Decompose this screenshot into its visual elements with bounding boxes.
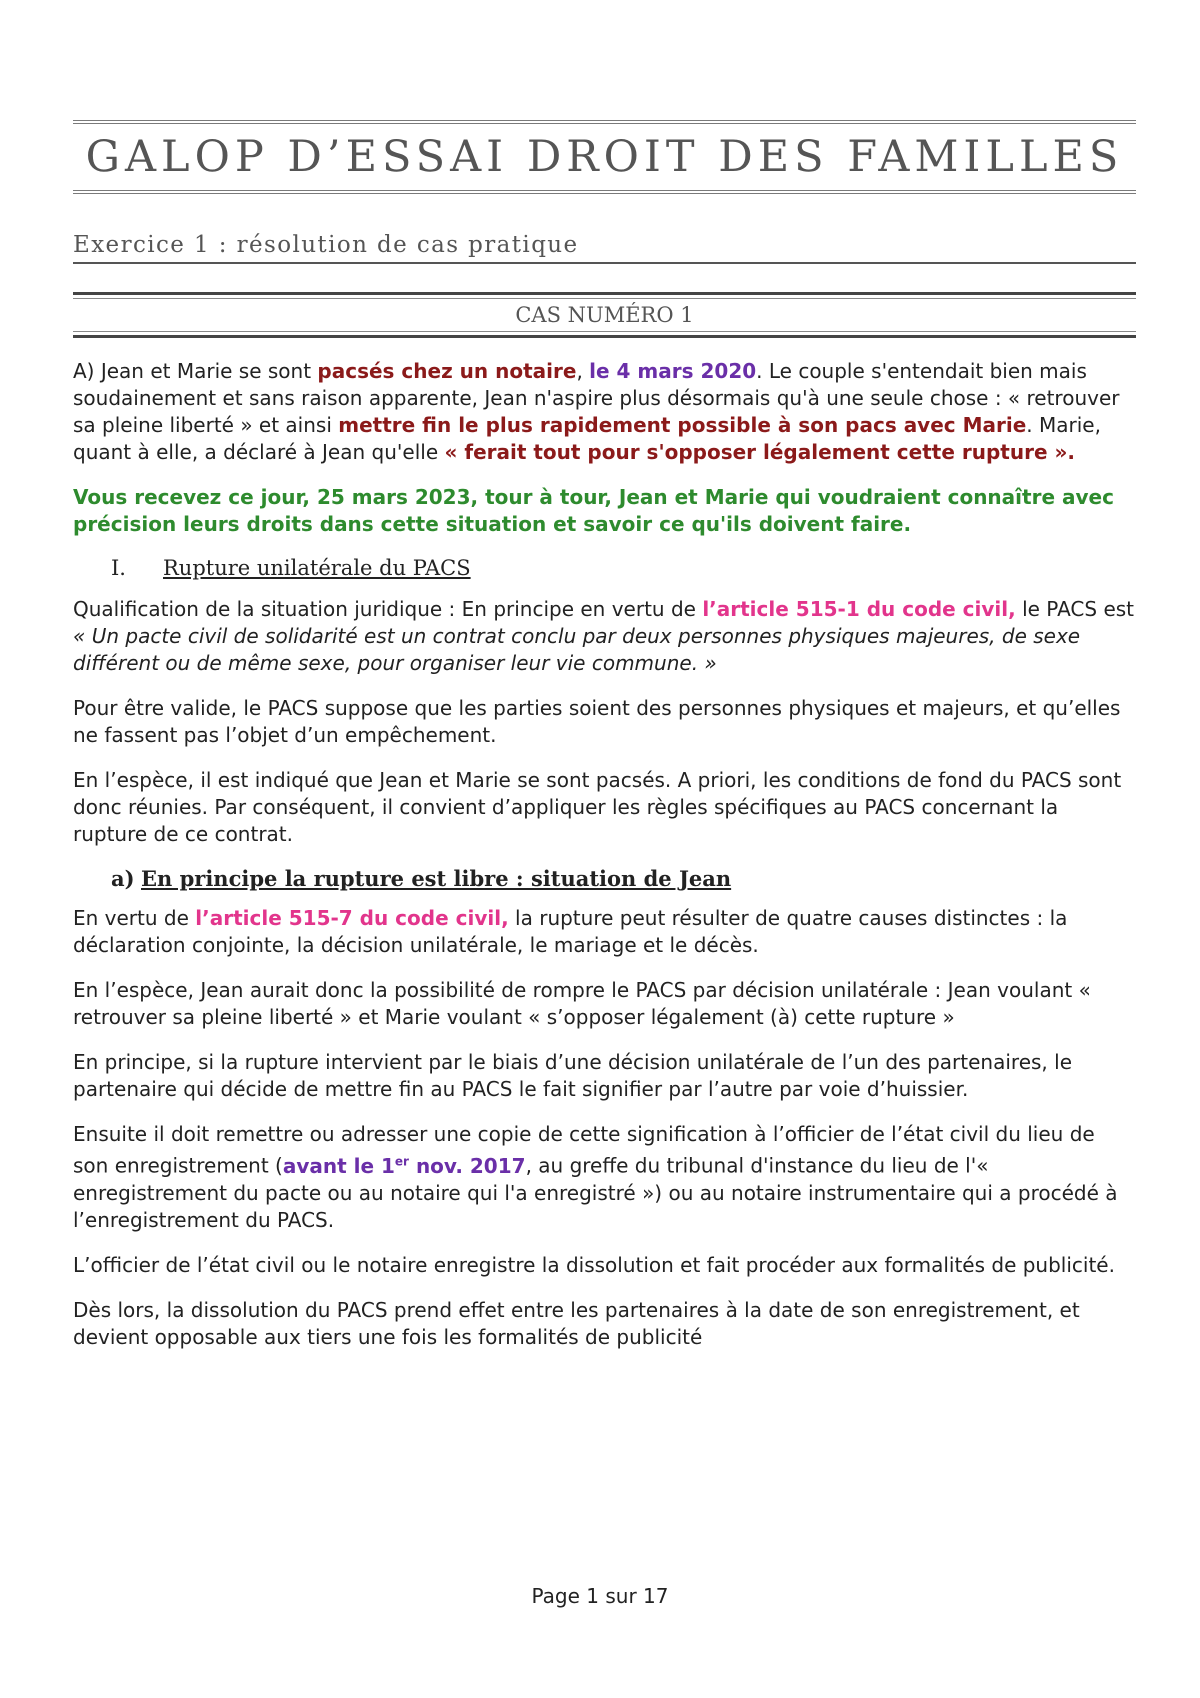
paragraph-deslors: Dès lors, la dissolution du PACS prend effet entre les partenaires à la date de son enregistrement, et devient opposable aux tiers une fois les formalités de publicité (73, 1297, 1080, 1349)
highlight-nov-2017: avant le 1er nov. 2017 (282, 1153, 526, 1178)
paragraph-espece-2: En l’espèce, Jean aurait donc la possibilité de rompre le PACS par décision unilatérale : Jean voulant « retrouver sa pleine liberté » et Marie voulant « s’opposer légalement (à) cette rupture » (73, 978, 1091, 1029)
case-rule-top (73, 292, 1136, 299)
title-rule-top (73, 120, 1136, 124)
article-quote: « Un pacte civil de solidarité est un contrat conclu par deux personnes physiques majeures, de sexe différent ou de même sexe, pour organiser leur vie commune. » (73, 624, 1081, 675)
paragraph-question: Vous recevez ce jour, 25 mars 2023, tour à tour, Jean et Marie qui voudraient connaître avec précision leurs droits dans cette situation et savoir ce qu'ils doivent faire. (73, 485, 1114, 536)
document-page (73, 120, 1136, 1369)
paragraph-principe: En principe, si la rupture intervient par le biais d’une décision unilatérale de l’un des partenaires, le partenaire qui décide de mettre fin au PACS le fait signifier par l’autre par voie d’huissier. (73, 1050, 1072, 1101)
section-heading-a: a) En principe la rupture est libre : situation de Jean (111, 866, 732, 891)
highlight-mettre-fin: mettre fin le plus rapidement possible à son pacs avec Marie (338, 413, 1027, 437)
exercise-heading: Exercice 1 : résolution de cas pratique (73, 232, 1136, 264)
case-rule-bottom (73, 331, 1136, 338)
paragraph-espece-1: En l’espèce, il est indiqué que Jean et Marie se sont pacsés. A priori, les conditions de fond du PACS sont donc réunies. Par conséquent, il convient d’appliquer les règles spécifiques au PACS concernant la rupture de ce contrat. (73, 768, 1122, 846)
paragraph-ensuite: Ensuite il doit remettre ou adresser une copie de cette signification à l’officier de l’état civil du lieu de son enregistrement (avant le 1er nov. 2017, au greffe du tribunal d'instance du lieu de l'« enregistrement du pacte ou au notaire qui l'a enregistré ») ou au notaire instrumentaire qui a procédé à l’enregistrement du PACS. (73, 1122, 1118, 1232)
title-rule-bottom (73, 190, 1136, 194)
paragraph-qualification: Qualification de la situation juridique : En principe en vertu de l’article 515-1 du code civil, le PACS est « Un pacte civil de solidarité est un contrat conclu par deux personnes physiques majeures, de sexe différent ou de même sexe, pour organiser leur vie commune. » (73, 597, 1135, 675)
paragraph-facts: A) Jean et Marie se sont pacsés chez un notaire, le 4 mars 2020. Le couple s'entendait bien mais soudainement et sans raison apparente, Jean n'aspire plus désormais qu'à une seule chose : « retrouver sa pleine liberté » et ainsi mettre fin le plus rapidement possible à son pacs avec Marie. Marie, quant à elle, a déclaré à Jean qu'elle « ferait tout pour s'opposer légalement cette rupture ». (73, 359, 1120, 464)
highlight-opposition: « ferait tout pour s'opposer légalement cette rupture ». (444, 440, 1076, 464)
paragraph-vertu: En vertu de l’article 515-7 du code civil, la rupture peut résulter de quatre causes distinctes : la déclaration conjointe, la décision unilatérale, le mariage et le décès. (73, 906, 1068, 957)
highlight-pacs-notaire: pacsés chez un notaire (317, 359, 577, 383)
page-footer: Page 1 sur 17 (531, 1584, 669, 1608)
article-515-7: l’article 515-7 du code civil, (195, 906, 509, 930)
section-heading-1: I. Rupture unilatérale du PACS (111, 556, 471, 580)
paragraph-officier: L’officier de l’état civil ou le notaire enregistre la dissolution et fait procéder aux formalités de publicité. (73, 1252, 1115, 1277)
paragraph-validite: Pour être valide, le PACS suppose que les parties soient des personnes physiques et majeurs, et qu’elles ne fassent pas l’objet d’un empêchement. (73, 696, 1121, 747)
case-title: CAS NUMÉRO 1 (515, 303, 694, 327)
highlight-date: le 4 mars 2020 (589, 359, 757, 383)
document-title: GALOP D’ESSAI DROIT DES FAMILLES (85, 132, 1124, 182)
article-515-1: l’article 515-1 du code civil, (702, 597, 1016, 621)
